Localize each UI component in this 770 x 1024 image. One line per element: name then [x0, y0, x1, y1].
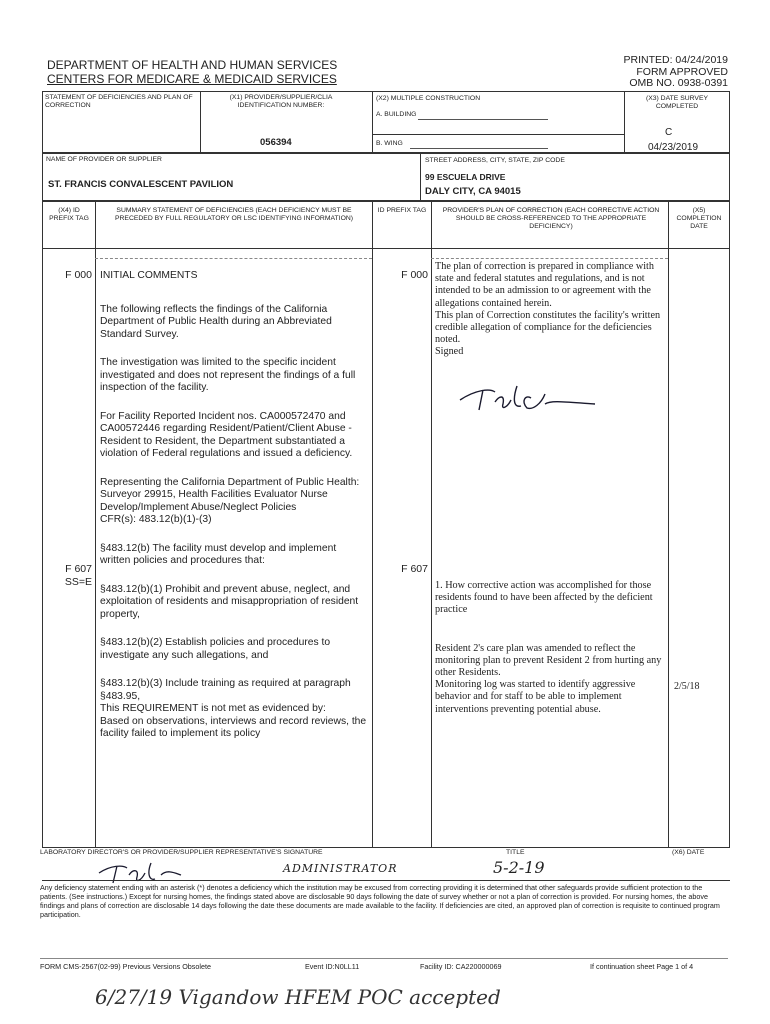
para-investigation: The investigation was limited to the specific incident investigated and does not represent the findings of a full inspection of the facility.: [100, 357, 356, 393]
para-483-12b3: §483.12(b)(3) Include training as required at paragraph §483.95,: [100, 678, 351, 702]
disclaimer: Any deficiency statement ending with an asterisk (*) denotes a deficiency which the institution may be excused from correcting providing it is determined that other safeguards provide sufficient protection to the patients. (See instructions.) Except for nursing homes, the findings stated above are disclosable 90 days following the date of survey whether or not a plan of correction is provided. For nursing homes, the above findings and plans of correction are disclosable 14 days following the date these documents are made available to the facility. If deficiencies are cited, an approved plan of correction is requisite to continued program participation.: [40, 883, 720, 919]
statement-label: STATEMENT OF DEFICIENCIES AND PLAN OF CORRECTION: [45, 94, 193, 109]
para-representing: Representing the California Department of Public Health:: [100, 476, 360, 488]
plan-monitoring: Monitoring log was started to identify aggressive behavior and for staff to be able to implement interventions preventing potential abuse.: [435, 679, 636, 715]
para-483-12b2: §483.12(b)(2) Establish policies and procedures to investigate any such allegations, and: [100, 637, 331, 661]
plan-column: [435, 261, 665, 359]
initial-comments: INITIAL COMMENTS: [100, 270, 198, 281]
survey-date: 04/23/2019: [648, 142, 699, 153]
handwritten-acceptance: 6/27/19 Vigandow HFEM POC accepted: [95, 985, 501, 1009]
provider-id: 056394: [260, 137, 292, 148]
address-label: STREET ADDRESS, CITY, STATE, ZIP CODE: [425, 157, 565, 164]
event-id: Event ID:N0LL11: [305, 962, 360, 971]
f607-title: Develop/Implement Abuse/Neglect Policies: [100, 501, 297, 513]
plan-how-corrective: 1. How corrective action was accomplished for those residents found to have been affected by the deficient practice: [435, 580, 653, 616]
para-surveyor: Surveyor 29915, Health Facilities Evaluator Nurse: [100, 489, 328, 500]
signature-label: LABORATORY DIRECTOR'S OR PROVIDER/SUPPLIER REPRESENTATIVE'S SIGNATURE: [40, 849, 323, 856]
para-findings: The following reflects the findings of the California Department of Public Health during an Abbreviated Standard Survey.: [100, 303, 332, 340]
completion-date: 2/5/18: [674, 681, 700, 692]
summary-column: [100, 270, 368, 741]
title-label: TITLE: [506, 849, 525, 856]
address-line1: 99 ESCUELA DRIVE: [425, 172, 506, 182]
plan-signed: Signed: [435, 346, 464, 358]
x6-date-label: (X6) DATE: [672, 849, 705, 856]
col-plan: PROVIDER'S PLAN OF CORRECTION (EACH CORRECTIVE ACTION SHOULD BE CROSS-REFERENCED TO THE APPROPRIATE DEFICIENCY): [442, 207, 660, 230]
col-x5: (X5) COMPLETION DATE: [676, 207, 722, 230]
survey-code: C: [665, 127, 673, 138]
signature-title: ADMINISTRATOR: [283, 862, 398, 875]
address-line2: DALY CITY, CA 94015: [425, 186, 521, 197]
x3-label: (X3) DATE SURVEY COMPLETED: [645, 95, 709, 110]
plan-intro: The plan of correction is prepared in compliance with state and federal statutes and regulations, and is not intended to be an admission to or agreement with the allegations contained herein.: [435, 261, 654, 309]
form-id: FORM CMS-2567(02-99) Previous Versions Obsolete: [40, 962, 211, 971]
print-info: [624, 55, 728, 90]
para-483-12b1: §483.12(b)(1) Prohibit and prevent abuse, neglect, and exploitation of residents and misappropriation of resident property,: [100, 583, 359, 620]
dept-title: DEPARTMENT OF HEALTH AND HUMAN SERVICES: [47, 58, 338, 72]
plan-signature-image: [455, 378, 605, 414]
plan-constitutes: This plan of Correction constitutes the facility's written credible allegation of compliance for the deficiencies noted.: [435, 309, 661, 346]
id-tag-f607: F 607: [401, 563, 428, 575]
col-summary: SUMMARY STATEMENT OF DEFICIENCIES (EACH DEFICIENCY MUST BE PRECEDED BY FULL REGULATORY OR LSC IDENTIFYING INFORMATION): [114, 207, 354, 222]
continuation: If continuation sheet Page 1 of 4: [590, 962, 694, 971]
building-label: A. BUILDING: [376, 111, 417, 118]
f607-cfr: CFR(s): 483.12(b)(1)-(3): [100, 514, 212, 525]
para-requirement: This REQUIREMENT is not met as evidenced by:: [100, 703, 326, 714]
x1-label: (X1) PROVIDER/SUPPLIER/CLIA IDENTIFICATION NUMBER:: [229, 94, 333, 109]
form-approved: FORM APPROVED: [636, 65, 728, 78]
omb-number: OMB NO. 0938-0391: [629, 77, 728, 89]
tag-f607: F 607: [65, 563, 92, 575]
tag-f000: F 000: [65, 269, 92, 281]
para-based-on: Based on observations, interviews and record reviews, the facility failed to implement its policy: [100, 715, 367, 739]
printed-date: PRINTED: 04/24/2019: [623, 54, 728, 66]
plan-item-1: [435, 580, 665, 716]
tag-severity: SS=E: [64, 576, 92, 588]
id-tag-f000: F 000: [401, 269, 428, 281]
col-id: ID PREFIX TAG: [377, 207, 427, 214]
plan-care-plan: Resident 2's care plan was amended to reflect the monitoring plan to prevent Resident 2 from hurting any other Residents.: [435, 642, 662, 679]
agency-header: [47, 58, 337, 86]
para-incident: For Facility Reported Incident nos. CA000572470 and CA00572446 regarding Resident/Patient/Client Abuse - Resident to Resident, the Department substantiated a violation of Federal regulations and issued a deficiency.: [100, 410, 353, 459]
signature-date: 5-2-19: [493, 858, 545, 877]
para-483-12b: §483.12(b) The facility must develop and implement written policies and procedures that:: [100, 542, 337, 566]
centers-title: CENTERS FOR MEDICARE & MEDICAID SERVICES: [47, 72, 337, 86]
col-x4: (X4) ID PREFIX TAG: [49, 207, 89, 222]
provider-name-label: NAME OF PROVIDER OR SUPPLIER: [46, 156, 162, 163]
wing-label: B. WING: [376, 140, 403, 147]
x2-label: (X2) MULTIPLE CONSTRUCTION: [376, 95, 481, 102]
provider-name: ST. FRANCIS CONVALESCENT PAVILION: [48, 179, 234, 190]
facility-id: Facility ID: CA220000069: [420, 962, 502, 971]
